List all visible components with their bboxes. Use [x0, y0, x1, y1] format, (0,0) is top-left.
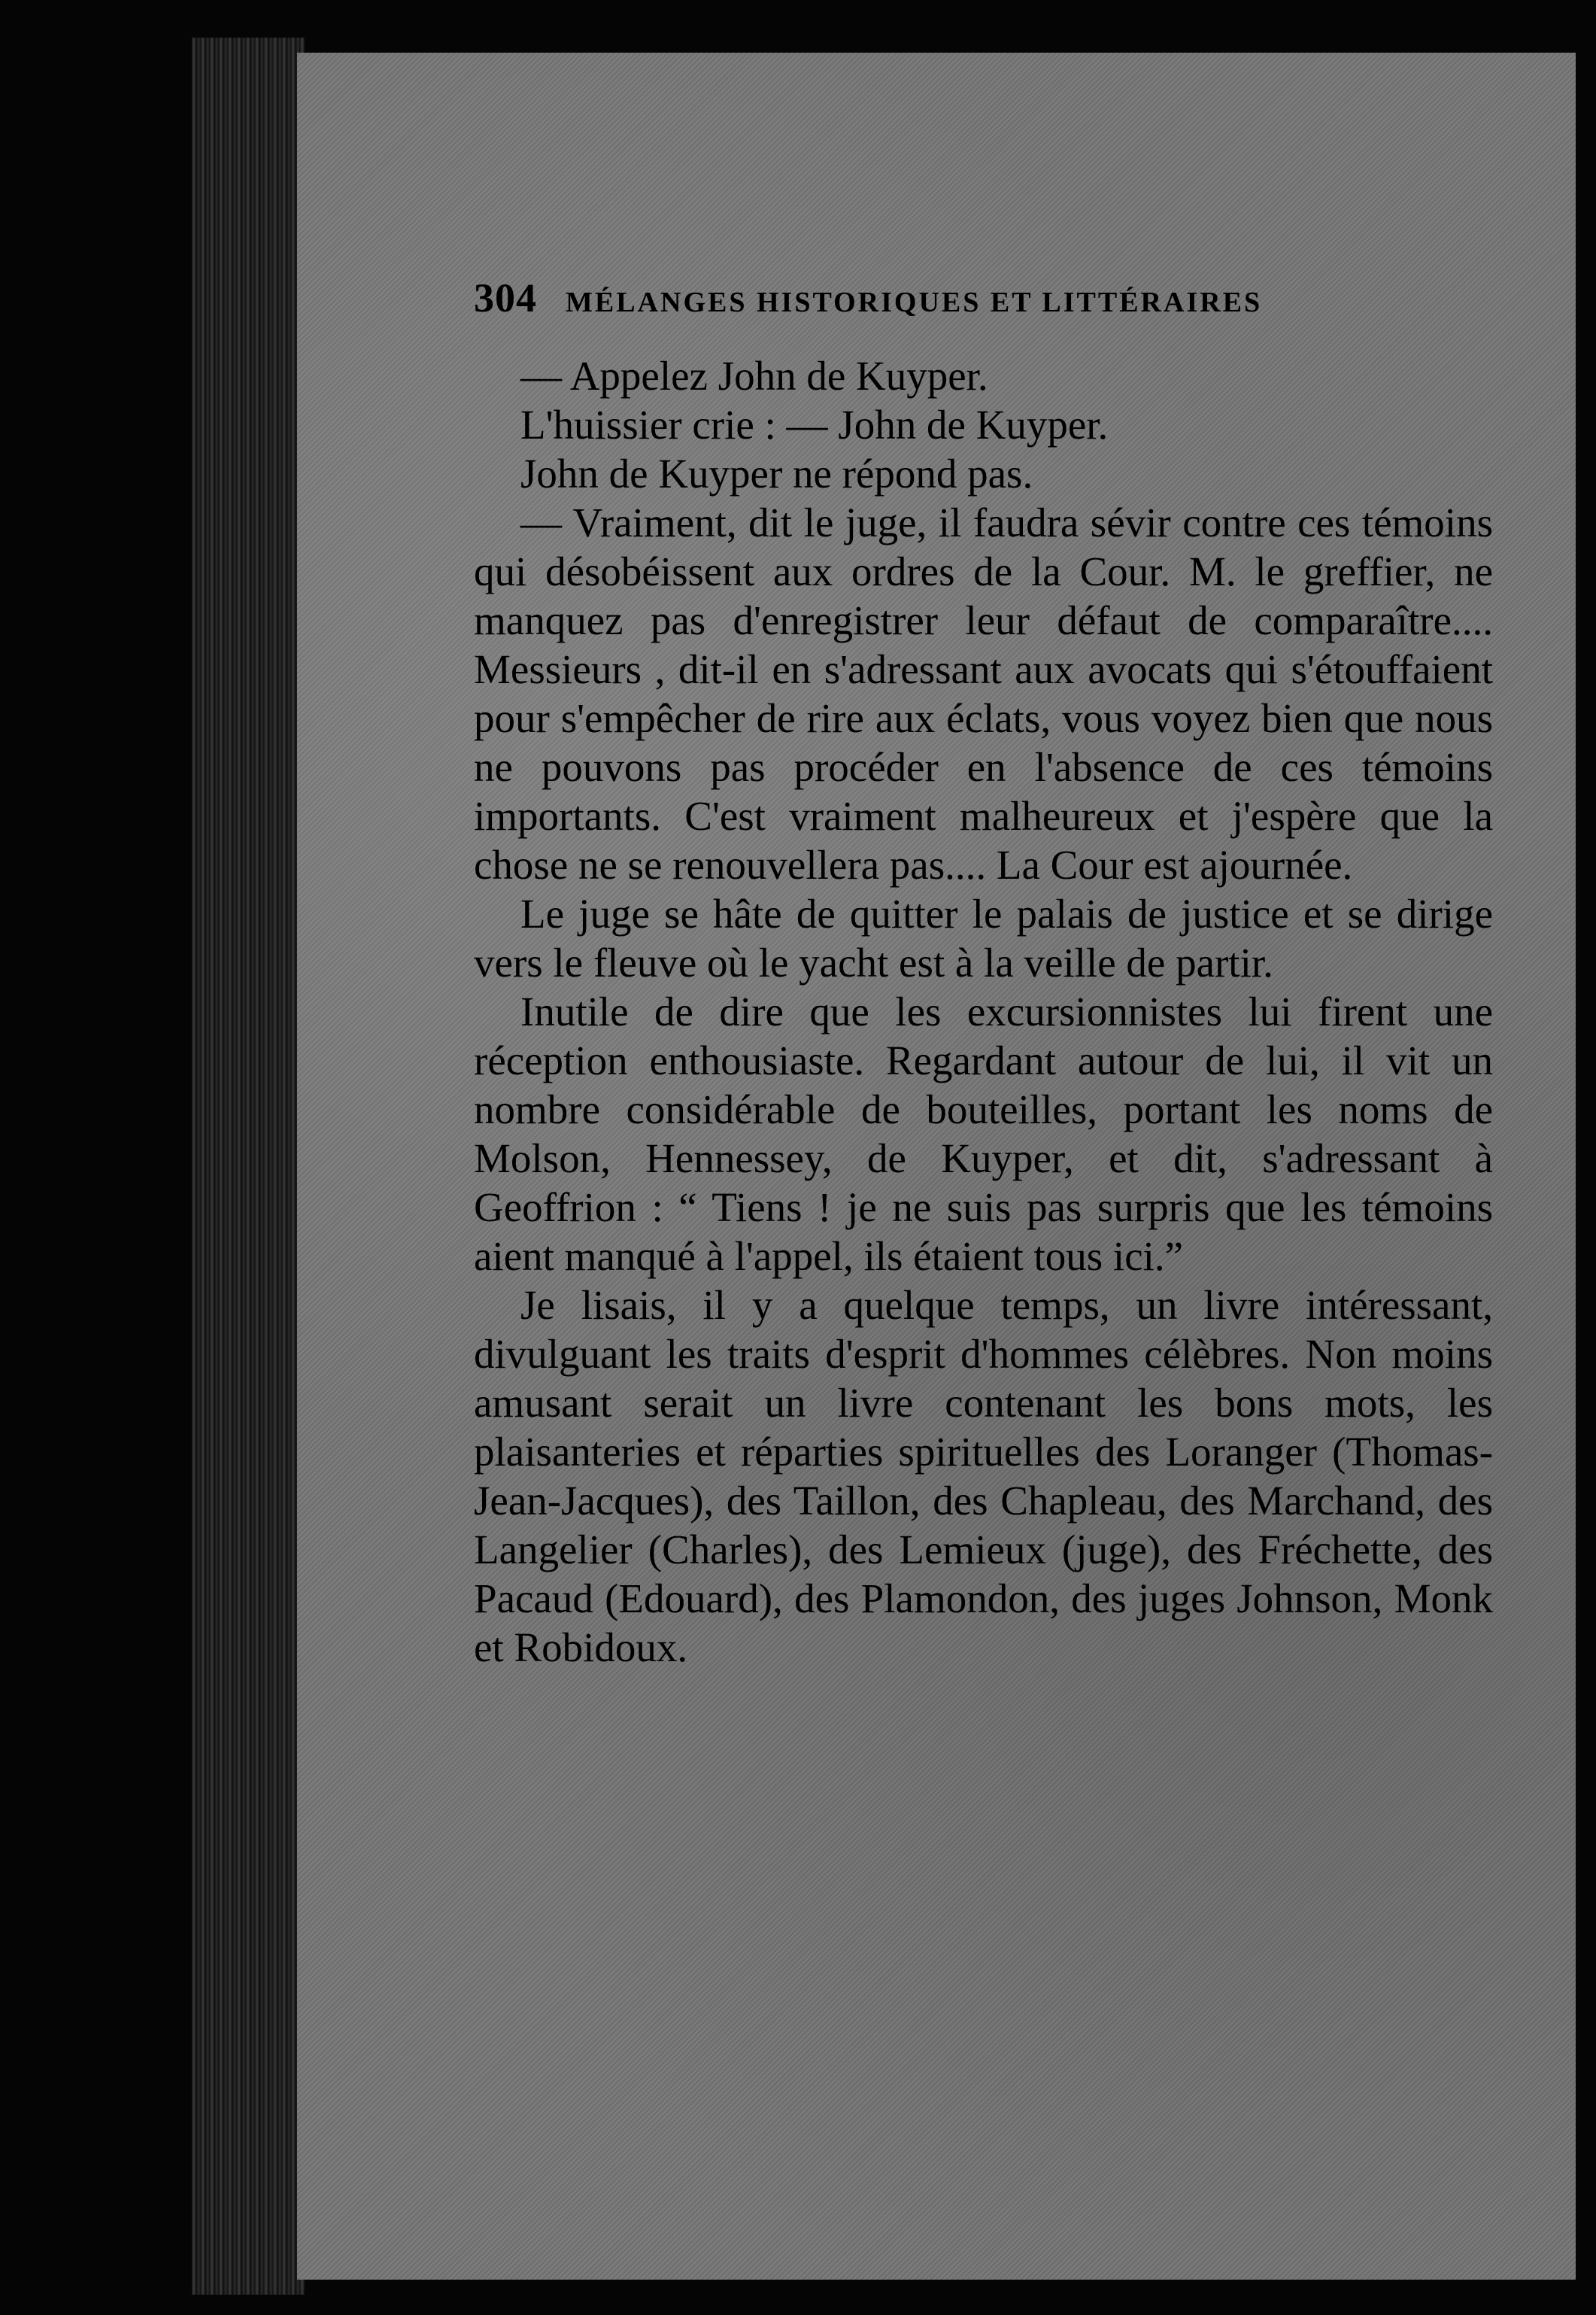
- running-head-title: MÉLANGES HISTORIQUES ET LITTÉRAIRES: [566, 287, 1263, 318]
- paragraph: — Vraiment, dit le juge, il faudra sévir contre ces témoins qui désobéissent aux ordres de la Cour. M. le greffier, ne manquez pas d'enregistrer leur défaut de comparaître.... Messieurs , dit-il en s'adressant aux avocats qui s'étouffaient pour s'empêcher de rire aux éclats, vous voyez bien que nous ne pouvons pas procéder en l'absence de ces témoins importants. C'est vraiment malheureux et j'espère que la chose ne se renouvellera pas.... La Cour est ajournée.: [474, 500, 1493, 888]
- book-page: [297, 53, 1576, 2280]
- body-text: [474, 351, 1493, 1672]
- paragraph: John de Kuyper ne répond pas.: [520, 451, 1033, 497]
- paragraph: — Appelez John de Kuyper.: [520, 353, 988, 399]
- paragraph: Je lisais, il y a quelque temps, un livre intéressant, divulguant les traits d'esprit d'hommes célèbres. Non moins amusant serait un livre contenant les bons mots, les plaisanteries et réparties spirituelles des Loranger (Thomas-Jean-Jacques), des Taillon, des Chapleau, des Marchand, des Langelier (Charles), des Lemieux (juge), des Fréchette, des Pacaud (Edouard), des Plamondon, des juges Johnson, Monk et Robidoux.: [474, 1282, 1493, 1670]
- paragraph: Le juge se hâte de quitter le palais de justice et se dirige vers le fleuve où le yacht est à la veille de partir.: [474, 891, 1493, 986]
- paragraph: L'huissier crie : — John de Kuyper.: [520, 402, 1109, 448]
- paragraph: Inutile de dire que les excursionnistes lui firent une réception enthousiaste. Regardant autour de lui, il vit un nombre considérable de bouteilles, portant les noms de Molson, Hennessey, de Kuyper, et dit, s'adressant à Geoffrion : “ Tiens ! je ne suis pas surpris que les témoins aient manqué à l'appel, ils étaient tous ici.”: [474, 989, 1493, 1279]
- book-gutter: [192, 38, 305, 2295]
- running-head: [474, 275, 1493, 321]
- page-content: [474, 275, 1493, 1672]
- page-number: 304: [474, 275, 537, 321]
